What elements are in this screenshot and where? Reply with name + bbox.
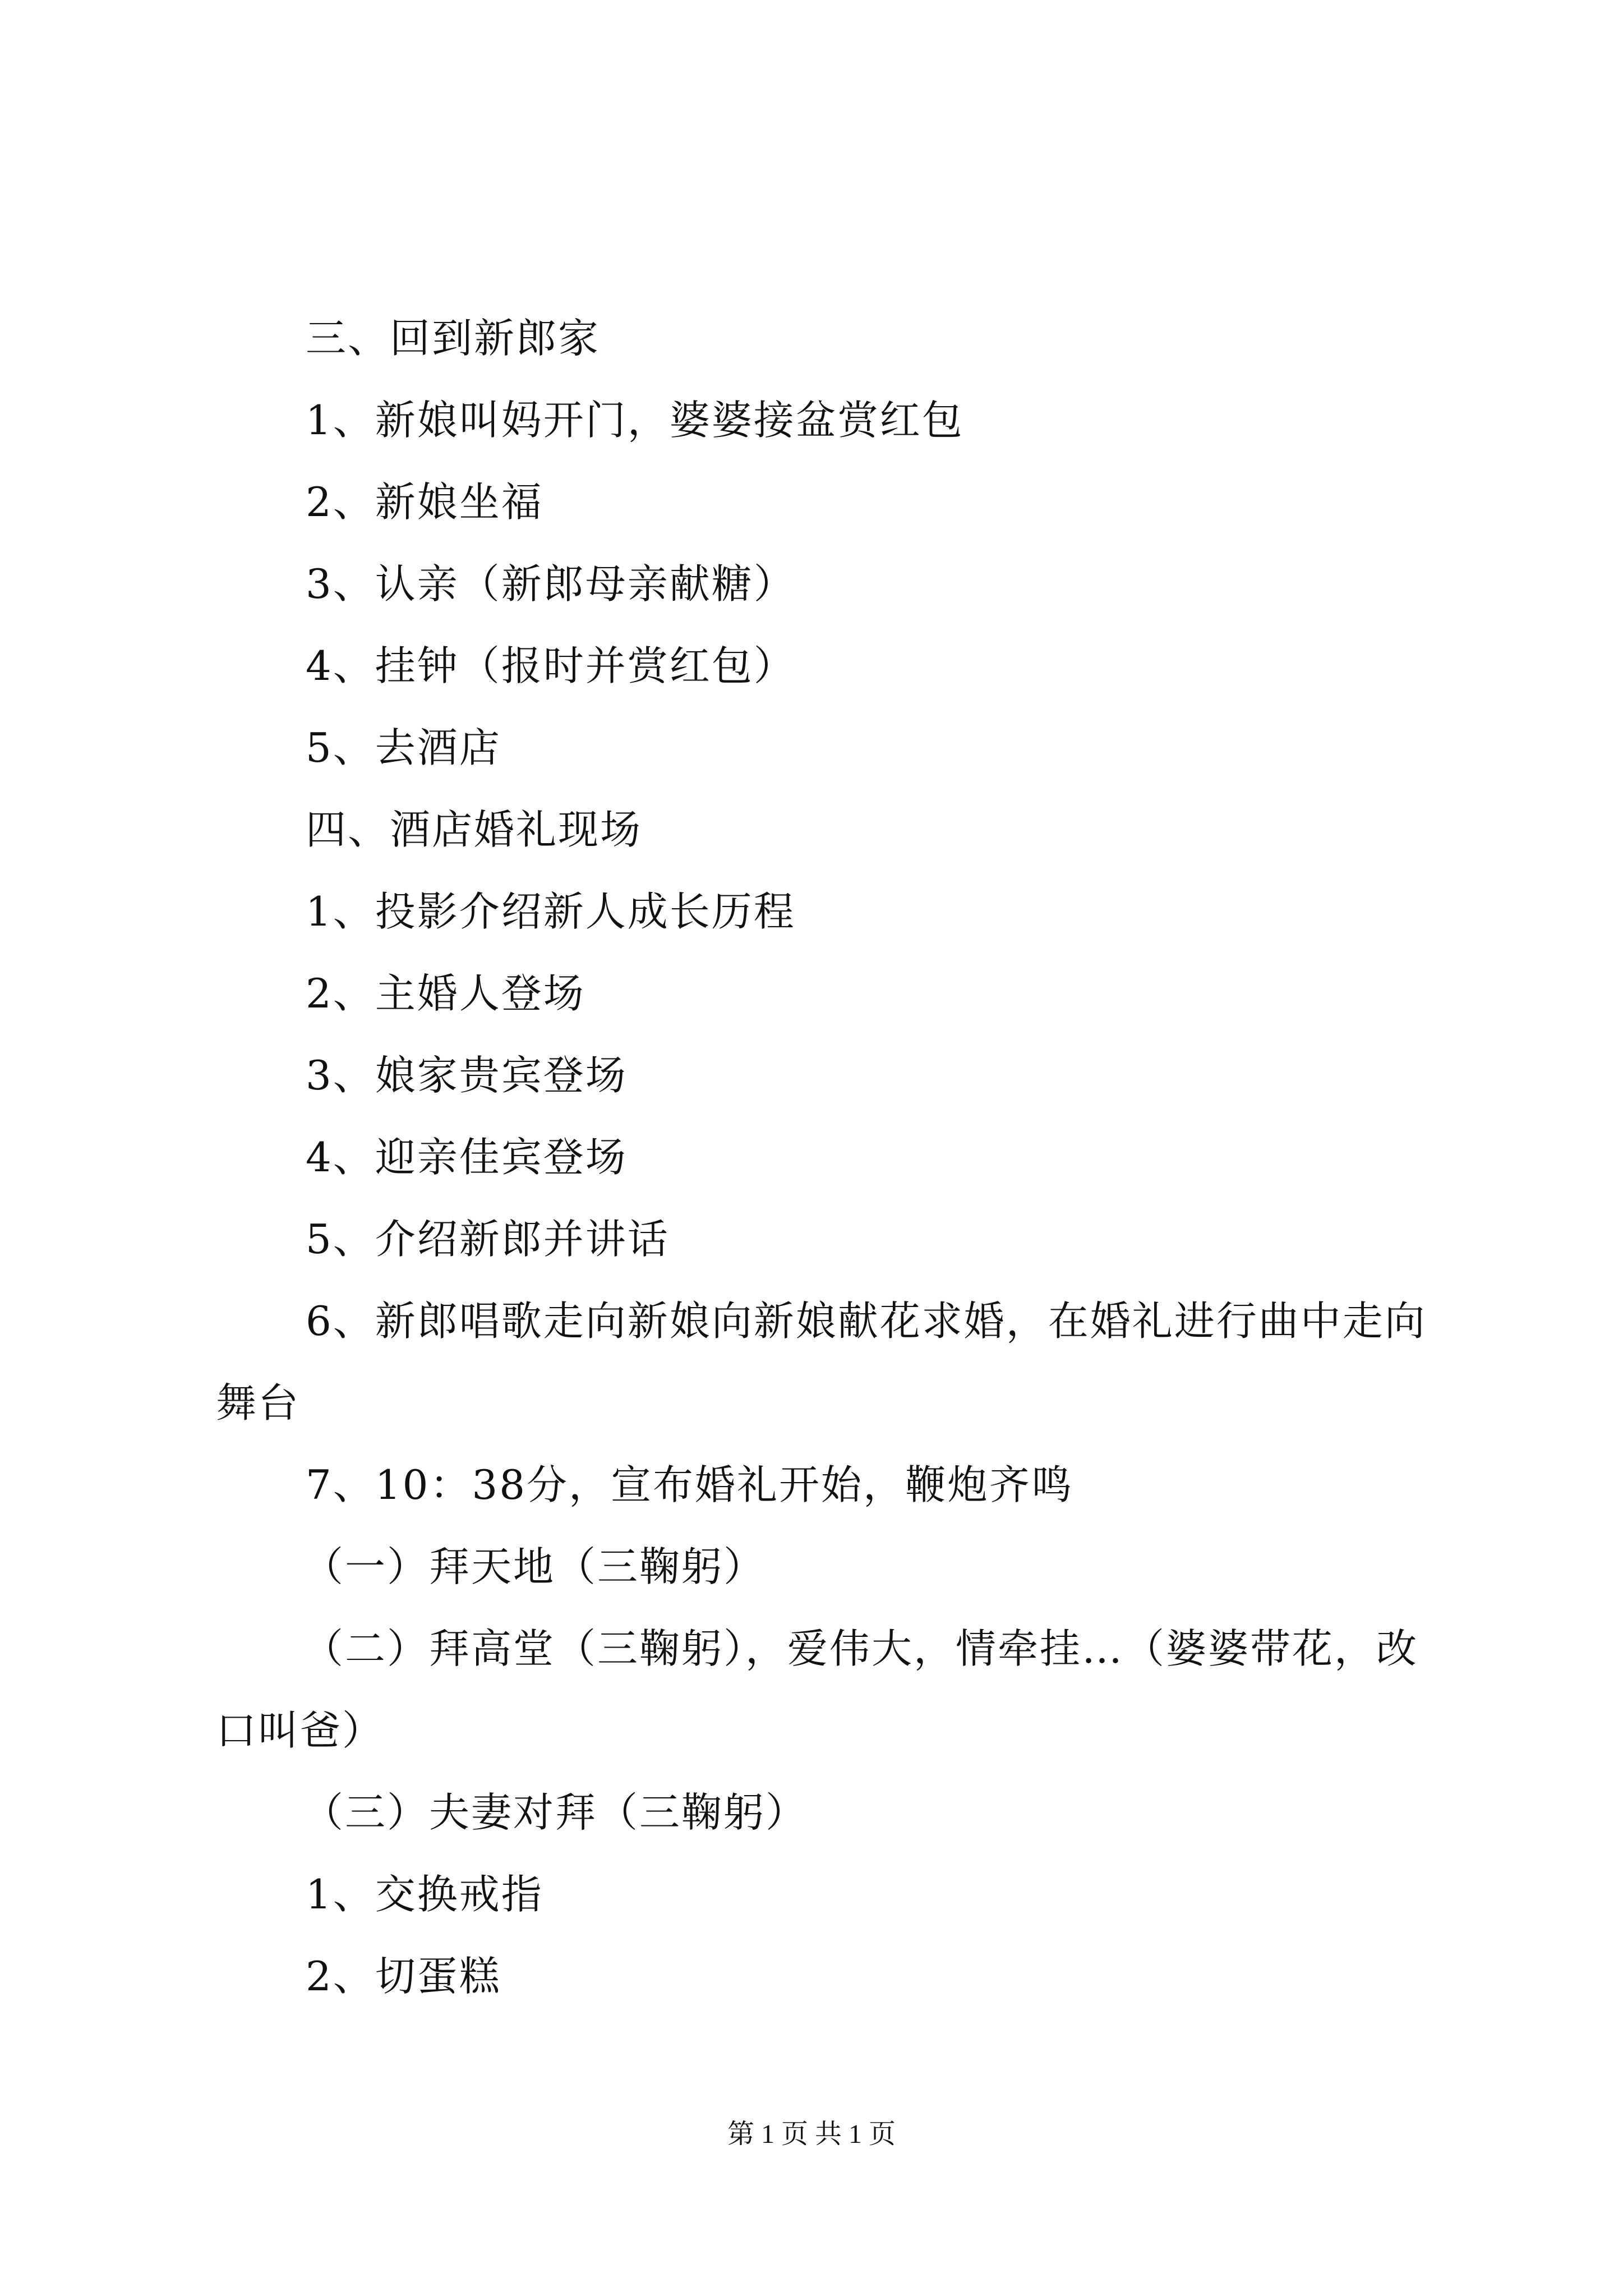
- sub-item: （一）拜天地（三鞠躬）: [303, 1543, 766, 1590]
- list-item: 7、10：38分，宣布婚礼开始，鞭炮齐鸣: [306, 1461, 1074, 1508]
- list-item: 5、去酒店: [306, 724, 501, 771]
- document-body: [216, 297, 1427, 2017]
- list-item: 2、新娘坐福: [306, 478, 543, 526]
- list-item: 5、介绍新郎并讲话: [306, 1216, 670, 1263]
- list-item: 1、新娘叫妈开门，婆婆接盆赏红包: [306, 397, 964, 444]
- section-heading-hotel-ceremony: 四、酒店婚礼现场: [306, 806, 643, 853]
- list-item: 3、认亲（新郎母亲献糖）: [306, 560, 796, 608]
- list-item: 6、新郎唱歌走向新娘向新娘献花求婚，在婚礼进行曲中走向舞台: [216, 1297, 1427, 1427]
- sub-item: （三）夫妻对拜（三鞠躬）: [303, 1789, 808, 1836]
- list-item: 4、挂钟（报时并赏红包）: [306, 642, 796, 689]
- list-item: 1、投影介绍新人成长历程: [306, 888, 796, 935]
- list-item: 1、交换戒指: [306, 1871, 543, 1918]
- sub-item: （二）拜高堂（三鞠躬），爱伟大，情牵挂…（婆婆带花，改口叫爸）: [216, 1625, 1419, 1754]
- section-heading-return-groom-home: 三、回到新郎家: [306, 315, 601, 362]
- list-item: 4、迎亲佳宾登场: [306, 1134, 628, 1181]
- page-number-footer: 第 1 页 共 1 页: [727, 2119, 896, 2149]
- list-item: 3、娘家贵宾登场: [306, 1052, 628, 1099]
- list-item: 2、主婚人登场: [306, 970, 585, 1017]
- list-item: 2、切蛋糕: [306, 1953, 501, 2000]
